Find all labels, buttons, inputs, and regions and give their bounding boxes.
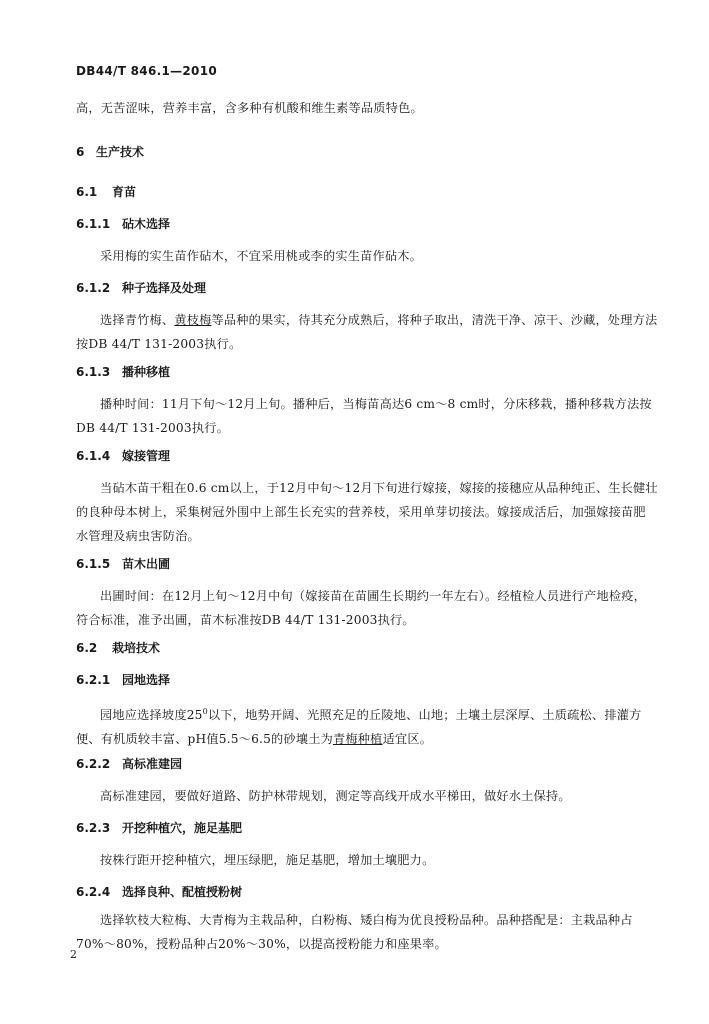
section-number: 6.1.5 [76,557,111,571]
section-title: 苗木出圃 [122,557,171,571]
section-6-2-3-heading [76,819,242,836]
section-title: 育苗 [112,185,137,199]
section-6-1-5-heading [76,555,170,572]
section-6-1-1-heading [76,215,170,232]
paragraph: 按株行距开挖种植穴，埋压绿肥，施足基肥，增加土壤肥力。 [100,853,435,867]
paragraph: 播种时间：11月下旬～12月上旬。播种后，当梅苗高达6 cm～8 cm时，分床移栽，播种移栽方法按DB 44/T 131-2003执行。 [76,397,652,435]
paragraph: 选择软枝大粒梅、大青梅为主栽品种，白粉梅、矮白梅为优良授粉品种。品种搭配是：主栽品种占70%～80%，授粉品种占20%～30%，以提高授粉能力和座果率。 [76,913,633,951]
doc-code-header: DB44/T 846.1—2010 [76,64,218,78]
paragraph: 采用梅的实生苗作砧木，不宜采用桃或李的实生苗作砧木。 [100,249,423,263]
section-title: 栽培技术 [112,641,161,655]
section-6-1-3-heading [76,363,170,380]
section-number: 6.1.2 [76,281,111,295]
section-title: 生产技术 [96,145,145,159]
section-number: 6 [76,145,85,159]
section-6-2-4-body [76,908,658,956]
underlined-text: 青梅种植 [333,732,383,747]
section-6-1-4-heading [76,447,170,464]
section-6-2-1-heading [76,671,170,688]
section-6-1-2-body [76,308,658,356]
section-number: 6.2.2 [76,757,111,771]
section-6-1-heading [76,183,136,200]
section-6-2-4-heading [76,883,242,900]
section-6-1-3-body [76,392,658,440]
text-run: 适宜区。 [382,732,433,747]
section-6-1-1-body [76,244,658,268]
section-6-2-2-heading [76,755,182,772]
page-number: 2 [70,948,77,961]
paragraph [76,308,658,356]
paragraph: 高标准建园，要做好道路、防护林带规划，测定等高线开成水平梯田，做好水土保持。 [100,789,571,803]
intro-paragraph-block [76,96,658,120]
section-title: 种子选择及处理 [122,281,207,295]
section-6-1-2-heading [76,279,206,296]
paragraph: 当砧木苗干粗在0.6 cm以上，于12月中旬～12月下旬进行嫁接，嫁接的接穗应从品种纯正、生长健壮的良种母本树上，采集树冠外围中上部生长充实的营养枝，采用单芽切接法。嫁接成活后，加强嫁接苗肥水管理及病虫害防治。 [76,481,658,543]
text-run: 选择青竹梅、 [100,313,175,327]
paragraph [76,700,658,751]
section-6-2-heading [76,639,160,656]
text-run: 等品种的果实，待其充分成熟后，将种子取出，清洗干净、凉干、沙藏，处理方法按DB 44/T 131-2003执行。 [76,313,658,351]
section-title: 砧木选择 [122,217,171,231]
degree-superscript: 0 [202,707,208,716]
section-title: 开挖种植穴，施足基肥 [122,821,243,835]
section-number: 6.1.3 [76,365,111,379]
section-6-1-4-body [76,476,658,548]
section-title: 选择良种、配植授粉树 [122,885,243,899]
section-6-2-3-body [76,848,658,872]
section-6-2-2-body [76,784,658,808]
section-number: 6.1.4 [76,449,111,463]
text-run: 以下，地势开阔、光照充足的丘陵地、山地；土壤土层深厚、土质疏松、排灌方便、有机质较丰富、pH值5.5～6.5的砂壤土为 [76,708,642,747]
section-title: 高标准建园 [122,757,183,771]
paragraph: 出圃时间：在12月上旬～12月中旬（嫁接苗在苗圃生长期约一年左右）。经植检人员进行产地检疫，符合标准，准予出圃，苗木标准按DB 44/T 131-2003执行。 [76,589,646,627]
section-6-2-1-body [76,700,658,751]
intro-paragraph: 高，无苦涩味，营养丰富，含多种有机酸和维生素等品质特色。 [76,101,423,115]
section-number: 6.2 [76,641,98,655]
section-6-1-5-body [76,584,658,632]
section-title: 嫁接管理 [122,449,171,463]
section-6-heading [76,143,144,160]
text-run: 园地应选择坡度25 [100,708,203,723]
section-title: 园地选择 [122,673,171,687]
section-number: 6.1.1 [76,217,111,231]
underlined-text: 黄枝梅 [174,313,212,327]
section-title: 播种移植 [122,365,171,379]
section-number: 6.2.3 [76,821,111,835]
section-number: 6.1 [76,185,98,199]
section-number: 6.2.4 [76,885,111,899]
section-number: 6.2.1 [76,673,111,687]
